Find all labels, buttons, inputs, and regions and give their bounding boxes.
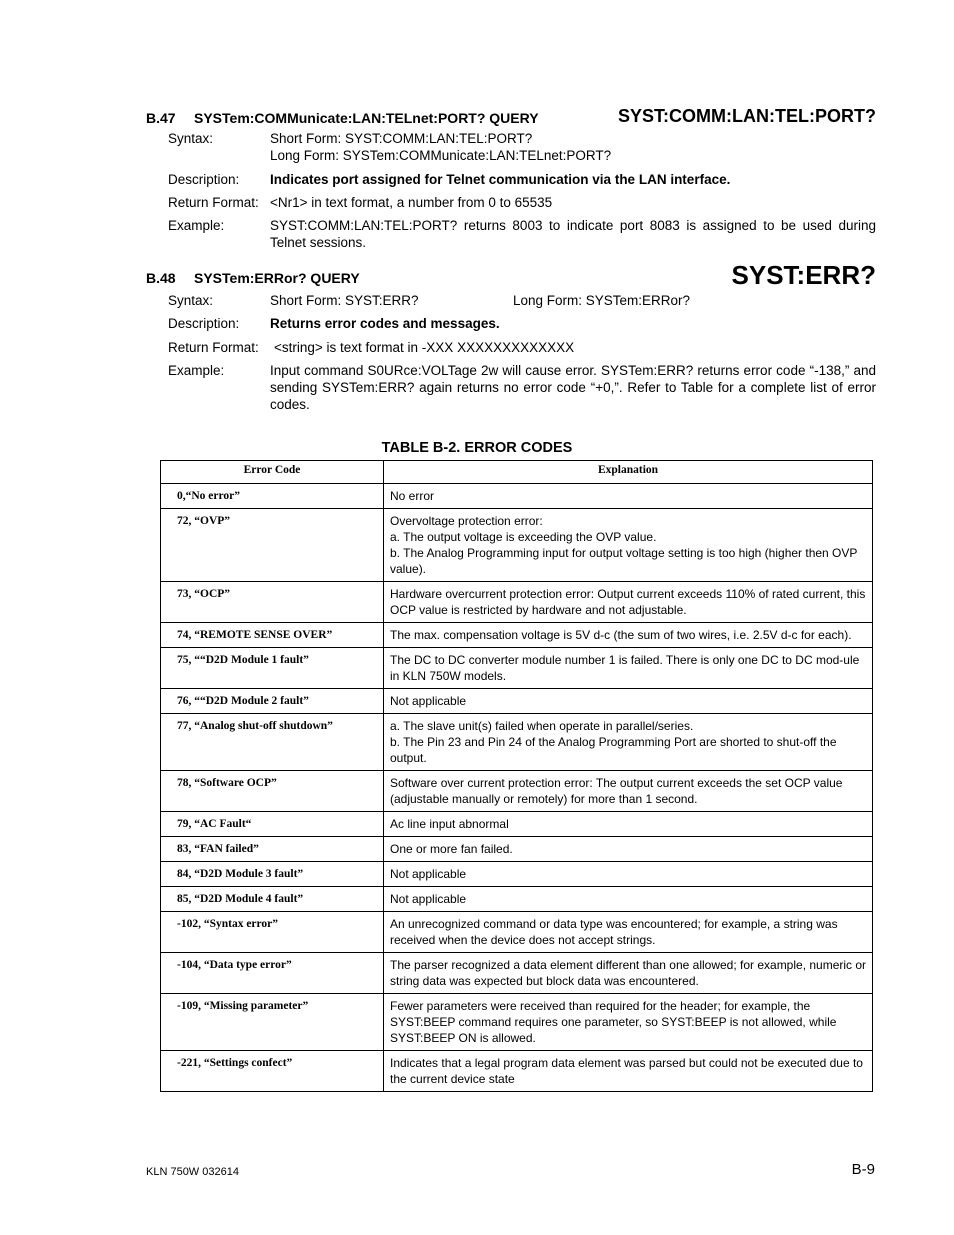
error-code-cell: -109, “Missing parameter” [161,994,384,1051]
syntax-short-form: Short Form: SYST:ERR? [270,293,419,308]
explanation-cell: Overvoltage protection error: a. The output voltage is exceeding the OVP value. b. The Analog Programming input for output voltage setting is too high (higher then OVP value). [384,509,873,582]
example-label: Example: [168,218,225,233]
table-row [161,1051,873,1092]
example-text: SYST:COMM:LAN:TEL:PORT? returns 8003 to indicate port 8083 is assigned to be used during Telnet sessions. [270,218,876,250]
table-row [161,484,873,509]
error-code-cell: 78, “Software OCP” [161,771,384,812]
explanation-cell: a. The slave unit(s) failed when operate in parallel/series. b. The Pin 23 and Pin 24 of the Analog Programming Port are shorted to shut-off the output. [384,714,873,771]
error-code-cell: 72, “OVP” [161,509,384,582]
table-row [161,714,873,771]
description-text: Returns error codes and messages. [270,316,500,331]
explanation-cell: Software over current protection error: The output current exceeds the set OCP value (adjustable manually or remotely) for more than 1 second. [384,771,873,812]
explanation-cell: Indicates that a legal program data element was parsed but could not be executed due to the current device state [384,1051,873,1092]
description-label: Description: [168,172,240,187]
section-short-form: SYST:COMM:LAN:TEL:PORT? [618,106,876,126]
section-number: B.47 [146,110,176,126]
syntax-short-form: Short Form: SYST:COMM:LAN:TEL:PORT? [270,131,533,146]
description-label: Description: [168,316,240,331]
table-title: TABLE B-2. ERROR CODES [381,440,573,456]
error-code-cell: -102, “Syntax error” [161,912,384,953]
example-text: Input command S0URce:VOLTage 2w will cause error. SYSTem:ERR? returns error code “-138,” and sending SYSTem:ERR? again returns no error code “+0,”. Refer to Table for a complete list of error codes. [270,363,876,412]
section-b47-heading [146,106,876,130]
error-code-cell: -104, “Data type error” [161,953,384,994]
syntax-label: Syntax: [168,131,214,146]
section-title: SYSTem:ERRor? QUERY [194,270,360,286]
syntax-long-form: Long Form: SYSTem:ERRor? [513,293,691,308]
table-row [161,623,873,648]
table-row [161,689,873,714]
explanation-cell: Not applicable [384,887,873,912]
explanation-cell: Hardware overcurrent protection error: Output current exceeds 110% of rated current, this OCP value is restricted by hardware and not adjustable. [384,582,873,623]
return-format-label: Return Format: [168,340,259,355]
return-format-text: <Nr1> in text format, a number from 0 to 65535 [270,195,553,210]
column-header-error-code: Error Code [161,461,384,484]
document-id: KLN 750W 032614 [146,1166,239,1178]
column-header-explanation: Explanation [384,461,873,484]
example-row [168,217,876,251]
example-row [168,362,876,413]
syntax-row [168,130,876,164]
explanation-cell: Ac line input abnormal [384,812,873,837]
description-text: Indicates port assigned for Telnet communication via the LAN interface. [270,172,731,187]
description-row [168,171,876,188]
table-row [161,862,873,887]
error-code-cell: 74, “REMOTE SENSE OVER” [161,623,384,648]
error-code-cell: 83, “FAN failed” [161,837,384,862]
table-header-row [161,461,873,484]
page-number: B-9 [851,1161,875,1178]
return-format-label: Return Format: [168,195,259,210]
explanation-cell: Fewer parameters were received than required for the header; for example, the SYST:BEEP command requires one parameter, so SYST:BEEP is not allowed, while SYST:BEEP ON is allowed. [384,994,873,1051]
error-code-cell: 77, “Analog shut-off shutdown” [161,714,384,771]
error-code-cell: 76, ““D2D Module 2 fault” [161,689,384,714]
table-row [161,994,873,1051]
table-row [161,771,873,812]
return-format-row [168,339,876,356]
explanation-cell: Not applicable [384,689,873,714]
section-title: SYSTem:COMMunicate:LAN:TELnet:PORT? QUERY [194,110,539,126]
syntax-row [168,292,876,309]
description-row [168,315,876,332]
section-b48-heading [146,262,876,290]
return-format-text: <string> is text format in -XXX XXXXXXXXXXXXX [274,340,575,355]
explanation-cell: One or more fan failed. [384,837,873,862]
error-code-cell: 84, “D2D Module 3 fault” [161,862,384,887]
error-code-cell: 0,“No error” [161,484,384,509]
explanation-cell: The max. compensation voltage is 5V d-c (the sum of two wires, i.e. 2.5V d-c for each). [384,623,873,648]
return-format-row [168,194,876,211]
table-row [161,912,873,953]
error-code-cell: -221, “Settings confect” [161,1051,384,1092]
explanation-cell: No error [384,484,873,509]
table-row [161,837,873,862]
table-row [161,509,873,582]
table-row [161,887,873,912]
explanation-cell: The DC to DC converter module number 1 is failed. There is only one DC to DC mod-ule in KLN 750W models. [384,648,873,689]
example-label: Example: [168,363,225,378]
table-row [161,953,873,994]
syntax-label: Syntax: [168,293,214,308]
error-code-cell: 79, “AC Fault“ [161,812,384,837]
table-row [161,812,873,837]
explanation-cell: The parser recognized a data element different than one allowed; for example, numeric or string data was expected but block data was encountered. [384,953,873,994]
explanation-cell: An unrecognized command or data type was encountered; for example, a string was received when the device does not accept strings. [384,912,873,953]
error-code-cell: 85, “D2D Module 4 fault” [161,887,384,912]
error-codes-table [160,460,873,1092]
table-row [161,582,873,623]
explanation-cell: Not applicable [384,862,873,887]
error-code-cell: 73, “OCP” [161,582,384,623]
section-number: B.48 [146,270,176,286]
syntax-long-form: Long Form: SYSTem:COMMunicate:LAN:TELnet:PORT? [270,148,612,163]
error-code-cell: 75, ““D2D Module 1 fault” [161,648,384,689]
table-row [161,648,873,689]
section-short-form: SYST:ERR? [731,260,876,290]
